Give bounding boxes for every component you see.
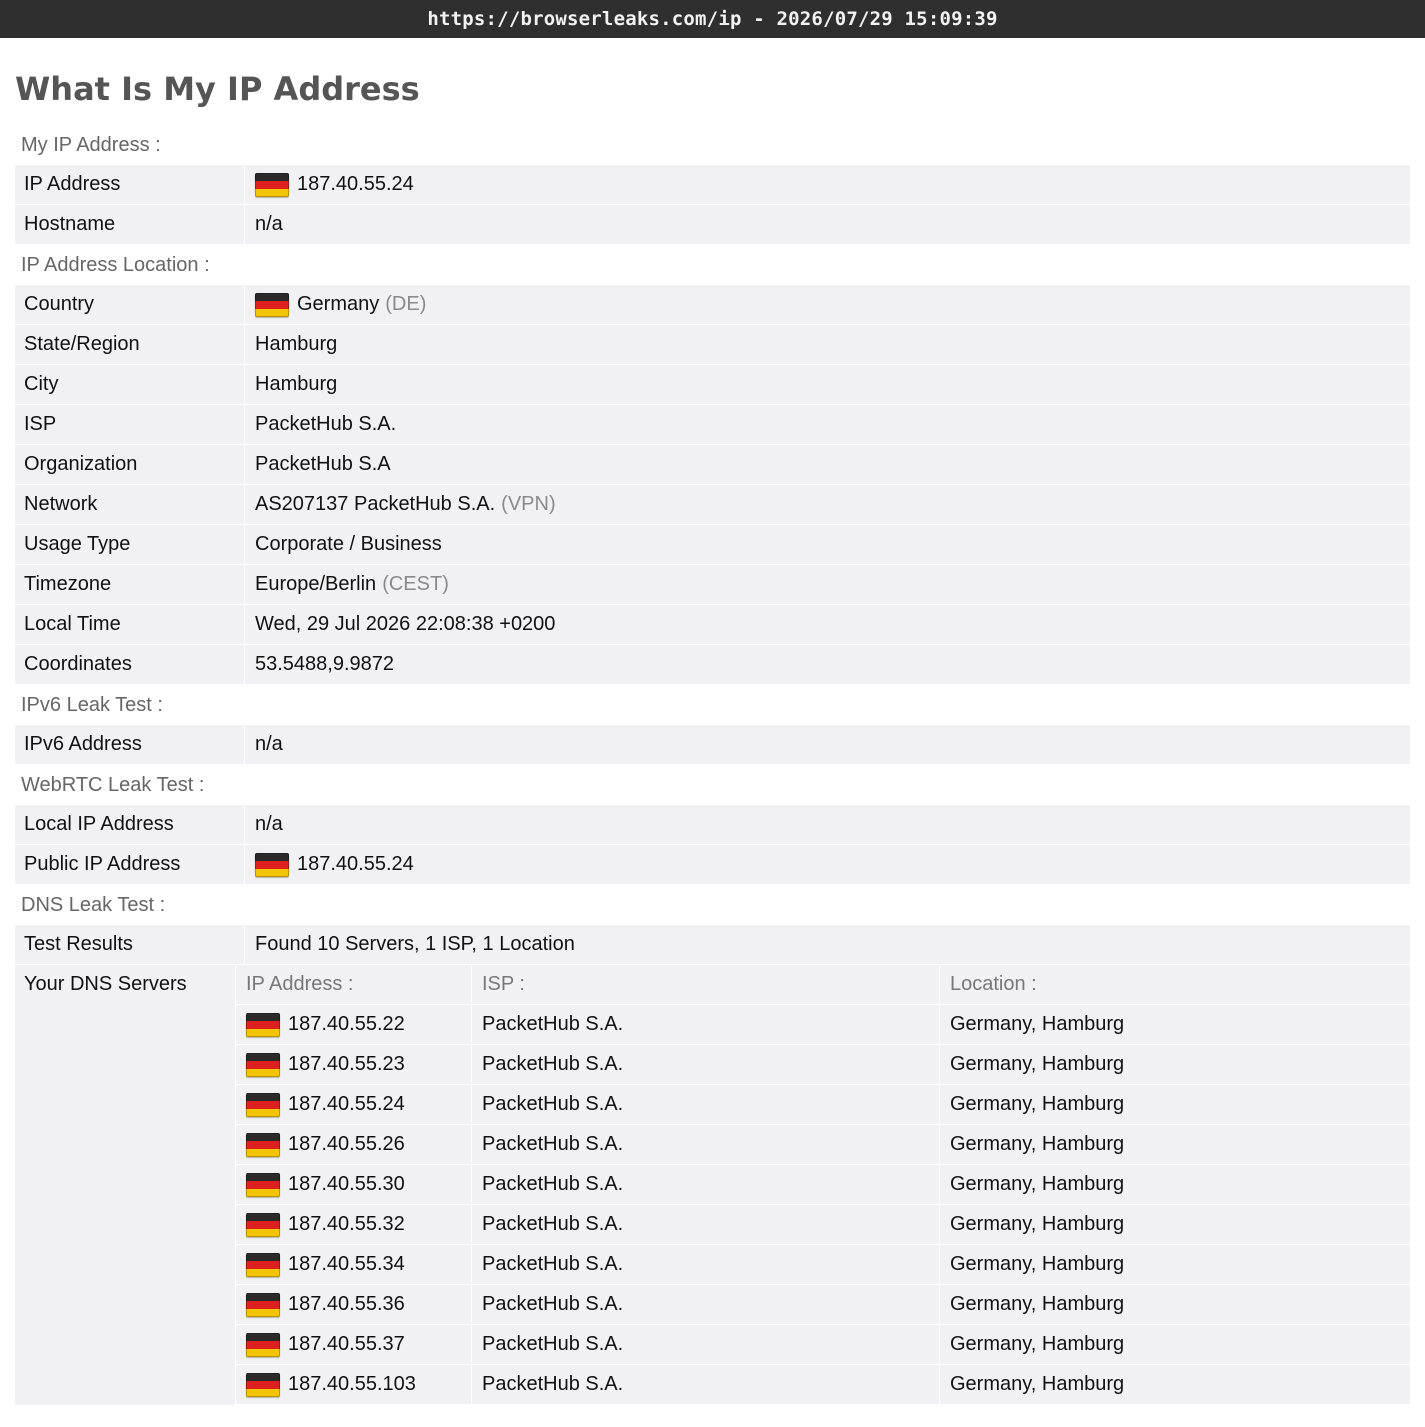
row-key: Usage Type: [15, 525, 244, 564]
info-row-ip-address: [15, 165, 1410, 204]
row-key: IP Address: [15, 165, 244, 204]
dns-server-ip: 187.40.55.34: [288, 1253, 405, 1275]
dns-server-row: [236, 1285, 1410, 1324]
dns-table-header: [236, 965, 1410, 1004]
dns-server-isp: PacketHub S.A.: [472, 1125, 939, 1164]
row-value: [245, 205, 1410, 244]
row-key: Network: [15, 485, 244, 524]
usage-type-value: Corporate / Business: [255, 533, 442, 555]
dns-server-ip-cell: [236, 1365, 471, 1404]
country-value: Germany: [297, 293, 380, 315]
dns-server-location: Germany, Hamburg: [940, 1365, 1410, 1404]
dns-server-location: Germany, Hamburg: [940, 1285, 1410, 1324]
dns-server-ip-cell: [236, 1245, 471, 1284]
country-code: (DE): [385, 293, 427, 315]
info-row-hostname: [15, 205, 1410, 244]
dns-server-location: Germany, Hamburg: [940, 1045, 1410, 1084]
dns-server-row: [236, 1205, 1410, 1244]
dns-server-ip-cell: [236, 1045, 471, 1084]
local-ip-value: n/a: [255, 813, 283, 835]
dns-server-location: Germany, Hamburg: [940, 1205, 1410, 1244]
row-value: [245, 605, 1410, 644]
row-key: Organization: [15, 445, 244, 484]
dns-server-ip: 187.40.55.103: [288, 1373, 416, 1395]
section-label-dns: DNS Leak Test :: [21, 894, 166, 916]
dns-server-location: Germany, Hamburg: [940, 1325, 1410, 1364]
section-label-ipv6: IPv6 Leak Test :: [21, 694, 163, 716]
info-row-local-ip: [15, 805, 1410, 844]
isp-value: PacketHub S.A.: [255, 413, 397, 435]
dns-server-isp: PacketHub S.A.: [472, 1045, 939, 1084]
dns-server-ip: 187.40.55.24: [288, 1093, 405, 1115]
germany-flag-icon: [246, 1293, 280, 1317]
row-key: State/Region: [15, 325, 244, 364]
url-timestamp-text: https://browserleaks.com/ip - 2026/07/29 15:09:39: [427, 8, 998, 30]
germany-flag-icon: [246, 1173, 280, 1197]
network-value: AS207137 PacketHub S.A.: [255, 493, 496, 515]
row-value: [245, 925, 1410, 964]
germany-flag-icon: [255, 173, 289, 197]
germany-flag-icon: [246, 1333, 280, 1357]
dns-server-isp: PacketHub S.A.: [472, 1085, 939, 1124]
dns-servers-table: [236, 965, 1410, 1405]
row-value: [245, 405, 1410, 444]
dns-server-ip: 187.40.55.22: [288, 1013, 405, 1035]
germany-flag-icon: [246, 1053, 280, 1077]
dns-server-row: [236, 1045, 1410, 1084]
dns-server-ip-cell: [236, 1085, 471, 1124]
dns-server-ip-cell: [236, 1165, 471, 1204]
row-key: Test Results: [15, 925, 244, 964]
hostname-value: n/a: [255, 213, 283, 235]
timezone-value: Europe/Berlin: [255, 573, 377, 595]
row-key: IPv6 Address: [15, 725, 244, 764]
row-value: [245, 845, 1410, 884]
column-header-isp: ISP :: [472, 965, 939, 1004]
coordinates-value: 53.5488,9.9872: [255, 653, 395, 675]
info-row-local-time: [15, 605, 1410, 644]
column-header-location: Location :: [940, 965, 1410, 1004]
url-timestamp-bar: [0, 0, 1425, 38]
section-label-webrtc: WebRTC Leak Test :: [21, 774, 205, 796]
network-type: (VPN): [501, 493, 556, 515]
local-time-value: Wed, 29 Jul 2026 22:08:38 +0200: [255, 613, 556, 635]
row-value: [245, 725, 1410, 764]
dns-server-location: Germany, Hamburg: [940, 1165, 1410, 1204]
dns-server-row: [236, 1005, 1410, 1044]
germany-flag-icon: [255, 293, 289, 317]
organization-value: PacketHub S.A: [255, 453, 391, 475]
page-title: What Is My IP Address: [15, 70, 420, 108]
row-value: [245, 645, 1410, 684]
germany-flag-icon: [246, 1013, 280, 1037]
row-value: [245, 565, 1410, 604]
dns-server-row: [236, 1125, 1410, 1164]
germany-flag-icon: [246, 1253, 280, 1277]
info-row-ipv6-address: [15, 725, 1410, 764]
row-value: [245, 445, 1410, 484]
dns-server-ip: 187.40.55.36: [288, 1293, 405, 1315]
dns-server-row: [236, 1365, 1410, 1404]
dns-server-isp: PacketHub S.A.: [472, 1165, 939, 1204]
dns-server-location: Germany, Hamburg: [940, 1125, 1410, 1164]
info-row-state: [15, 325, 1410, 364]
dns-server-ip: 187.40.55.30: [288, 1173, 405, 1195]
city-value: Hamburg: [255, 373, 338, 395]
section-label-location: IP Address Location :: [21, 254, 210, 276]
dns-server-ip-cell: [236, 1285, 471, 1324]
row-key: Local IP Address: [15, 805, 244, 844]
germany-flag-icon: [246, 1093, 280, 1117]
row-key: Public IP Address: [15, 845, 244, 884]
germany-flag-icon: [246, 1213, 280, 1237]
info-row-coordinates: [15, 645, 1410, 684]
row-key: Coordinates: [15, 645, 244, 684]
row-key: City: [15, 365, 244, 404]
info-row-country: [15, 285, 1410, 324]
dns-servers-block: [15, 965, 1410, 1405]
public-ip-value[interactable]: 187.40.55.24: [297, 853, 414, 875]
dns-server-isp: PacketHub S.A.: [472, 1005, 939, 1044]
dns-server-location: Germany, Hamburg: [940, 1245, 1410, 1284]
dns-server-row: [236, 1165, 1410, 1204]
dns-server-row: [236, 1085, 1410, 1124]
dns-server-ip: 187.40.55.23: [288, 1053, 405, 1075]
dns-server-row: [236, 1245, 1410, 1284]
info-row-city: [15, 365, 1410, 404]
row-value: [245, 525, 1410, 564]
info-row-usage-type: [15, 525, 1410, 564]
dns-servers-key: Your DNS Servers: [15, 965, 235, 1405]
dns-server-ip-cell: [236, 1125, 471, 1164]
row-key: Timezone: [15, 565, 244, 604]
dns-server-location: Germany, Hamburg: [940, 1005, 1410, 1044]
dns-server-isp: PacketHub S.A.: [472, 1325, 939, 1364]
dns-server-isp: PacketHub S.A.: [472, 1205, 939, 1244]
results-content: [15, 124, 1410, 1405]
dns-server-location: Germany, Hamburg: [940, 1085, 1410, 1124]
dns-server-isp: PacketHub S.A.: [472, 1365, 939, 1404]
dns-server-isp: PacketHub S.A.: [472, 1245, 939, 1284]
germany-flag-icon: [246, 1373, 280, 1397]
row-value: [245, 365, 1410, 404]
dns-server-ip: 187.40.55.37: [288, 1333, 405, 1355]
state-value: Hamburg: [255, 333, 338, 355]
info-row-isp: [15, 405, 1410, 444]
info-row-public-ip: [15, 845, 1410, 884]
row-key: Hostname: [15, 205, 244, 244]
column-header-ip: IP Address :: [236, 965, 471, 1004]
germany-flag-icon: [255, 853, 289, 877]
info-row-organization: [15, 445, 1410, 484]
ip-address-value[interactable]: 187.40.55.24: [297, 173, 414, 195]
germany-flag-icon: [246, 1133, 280, 1157]
dns-server-ip: 187.40.55.26: [288, 1133, 405, 1155]
row-value: [245, 485, 1410, 524]
dns-server-row: [236, 1325, 1410, 1364]
row-value: [245, 285, 1410, 324]
dns-server-ip-cell: [236, 1325, 471, 1364]
row-value: [245, 805, 1410, 844]
info-row-test-results: [15, 925, 1410, 964]
row-value: [245, 325, 1410, 364]
dns-server-ip-cell: [236, 1005, 471, 1044]
info-row-timezone: [15, 565, 1410, 604]
row-key: ISP: [15, 405, 244, 444]
dns-server-isp: PacketHub S.A.: [472, 1285, 939, 1324]
row-key: Country: [15, 285, 244, 324]
section-label-my-ip: My IP Address :: [21, 134, 161, 156]
row-key: Local Time: [15, 605, 244, 644]
dns-server-ip-cell: [236, 1205, 471, 1244]
timezone-abbr: (CEST): [382, 573, 449, 595]
ipv6-address-value: n/a: [255, 733, 283, 755]
dns-server-ip: 187.40.55.32: [288, 1213, 405, 1235]
row-value: [245, 165, 1410, 204]
test-results-value: Found 10 Servers, 1 ISP, 1 Location: [255, 933, 575, 955]
info-row-network: [15, 485, 1410, 524]
